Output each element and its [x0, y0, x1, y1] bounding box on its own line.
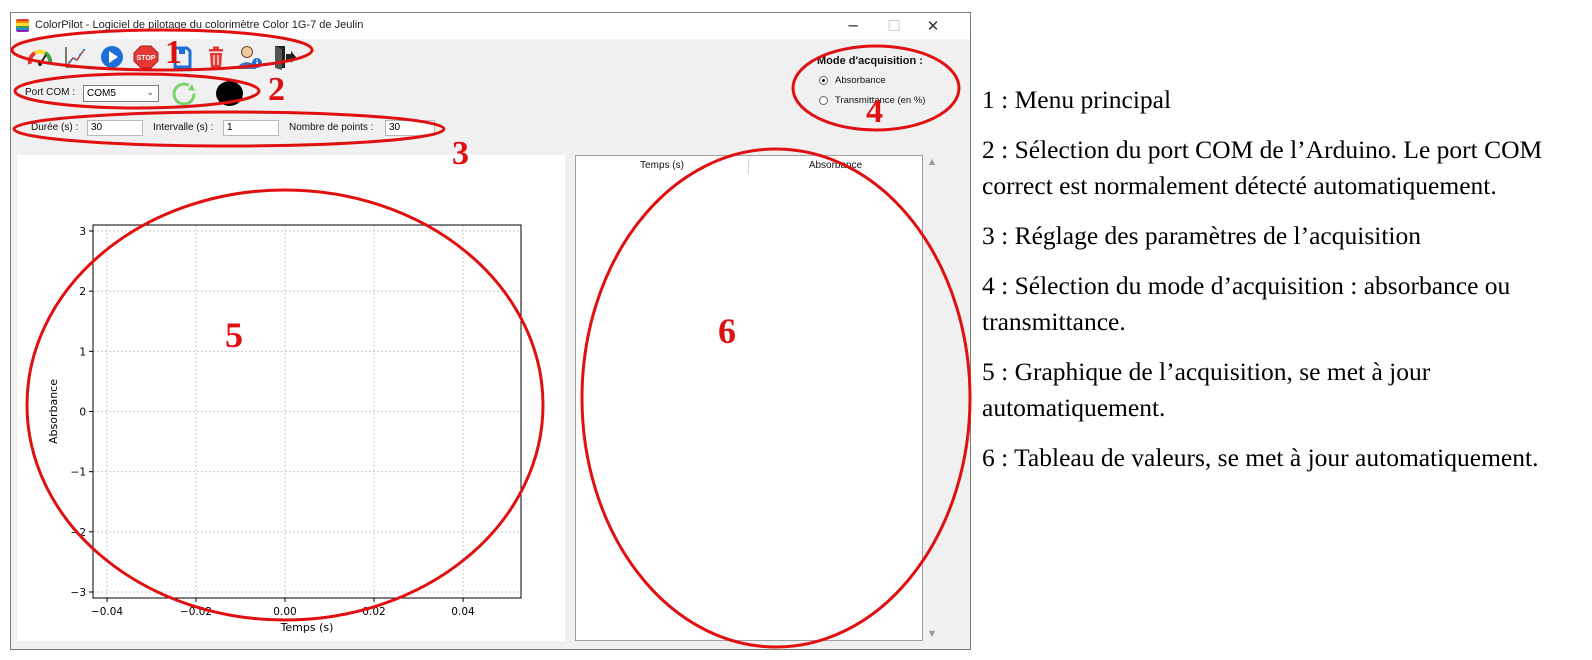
y-axis-label: Absorbance [47, 378, 60, 445]
note-1: 1 : Menu principal [982, 85, 1172, 114]
note-5: 5 : Graphique de l’acquisition, se met à jour automatiquement. [982, 357, 1431, 422]
x-tick-label: 0.02 [362, 606, 386, 618]
radio-transmittance[interactable] [819, 96, 828, 105]
table-header-absorbance[interactable]: Absorbance [749, 156, 922, 176]
interval-input[interactable]: 1 [223, 120, 279, 136]
stop-label: STOP [136, 55, 156, 62]
exit-icon[interactable] [269, 43, 299, 71]
y-tick-label: 1 [79, 346, 86, 359]
app-logo-icon [16, 19, 29, 32]
scroll-down-icon[interactable]: ▼ [928, 629, 936, 638]
minimize-button[interactable]: ─ [848, 17, 858, 35]
acquisition-mode-title: Mode d'acquisition : [817, 55, 923, 67]
y-tick-label: −2 [70, 526, 86, 539]
annotation-marker-4: 4 [866, 93, 883, 130]
annotation-marker-1: 1 [165, 34, 182, 71]
note-6: 6 : Tableau de valeurs, se met à jour automatiquement. [982, 443, 1539, 472]
note-3: 3 : Réglage des paramètres de l’acquisition [982, 221, 1422, 250]
port-com-value: COM5 [87, 88, 116, 99]
duration-label: Durée (s) : [31, 122, 79, 133]
window-title: ColorPilot - Logiciel de pilotage du colorimètre Color 1G-7 de Jeulin [35, 19, 364, 31]
x-tick-label: −0.02 [179, 606, 213, 618]
x-tick-label: −0.04 [90, 606, 124, 618]
y-tick-label: −1 [70, 466, 86, 479]
x-tick-label: 0.00 [273, 606, 297, 618]
y-tick-label: −3 [70, 587, 86, 599]
annotation-marker-6: 6 [718, 311, 736, 351]
y-tick-label: 3 [79, 226, 86, 238]
table-header-time[interactable]: Temps (s) [576, 156, 748, 176]
user-info-icon[interactable] [235, 43, 265, 71]
duration-input[interactable]: 30 [87, 120, 143, 136]
y-tick-label: 2 [79, 286, 86, 299]
values-table[interactable] [575, 155, 923, 641]
chevron-down-icon: ⌄ [146, 88, 154, 98]
note-2: 2 : Sélection du port COM de l’Arduino. Le port COM correct est normalement détecté automatiquement. [982, 135, 1543, 200]
play-icon[interactable] [97, 43, 127, 71]
y-tick-label: 0 [79, 406, 86, 419]
plot-panel[interactable] [17, 155, 565, 641]
table-scrollbar[interactable] [925, 155, 939, 641]
close-button[interactable]: ✕ [926, 17, 940, 35]
points-input[interactable]: 30 [385, 120, 435, 136]
maximize-button[interactable]: ☐ [887, 17, 901, 35]
calibrate-gauge-icon[interactable] [25, 43, 55, 71]
radio-absorbance[interactable] [819, 76, 828, 85]
scroll-up-icon[interactable]: ▲ [928, 157, 936, 166]
title-bar[interactable] [11, 13, 970, 39]
stop-icon[interactable] [131, 43, 161, 71]
x-tick-label: 0.04 [451, 606, 475, 618]
radio-absorbance-label: Absorbance [835, 75, 886, 86]
port-com-select[interactable] [83, 85, 159, 102]
refresh-icon[interactable] [171, 81, 197, 107]
trash-icon[interactable] [201, 43, 231, 71]
chart-icon[interactable] [61, 43, 91, 71]
annotation-marker-5: 5 [225, 315, 243, 355]
port-com-label: Port COM : [25, 87, 76, 98]
acquisition-plot[interactable] [17, 155, 565, 641]
radio-transmittance-label: Transmittance (en %) [835, 95, 926, 106]
annotation-notes [982, 82, 1582, 490]
note-4: 4 : Sélection du mode d’acquisition : absorbance ou transmittance. [982, 271, 1511, 336]
annotation-marker-3: 3 [452, 135, 469, 172]
x-axis-label: Temps (s) [280, 621, 334, 634]
interval-label: Intervalle (s) : [153, 122, 214, 133]
connection-status-led [216, 81, 243, 106]
points-label: Nombre de points : [289, 122, 374, 133]
app-window [10, 12, 971, 650]
annotation-marker-2: 2 [268, 71, 285, 108]
save-icon[interactable] [167, 43, 197, 71]
